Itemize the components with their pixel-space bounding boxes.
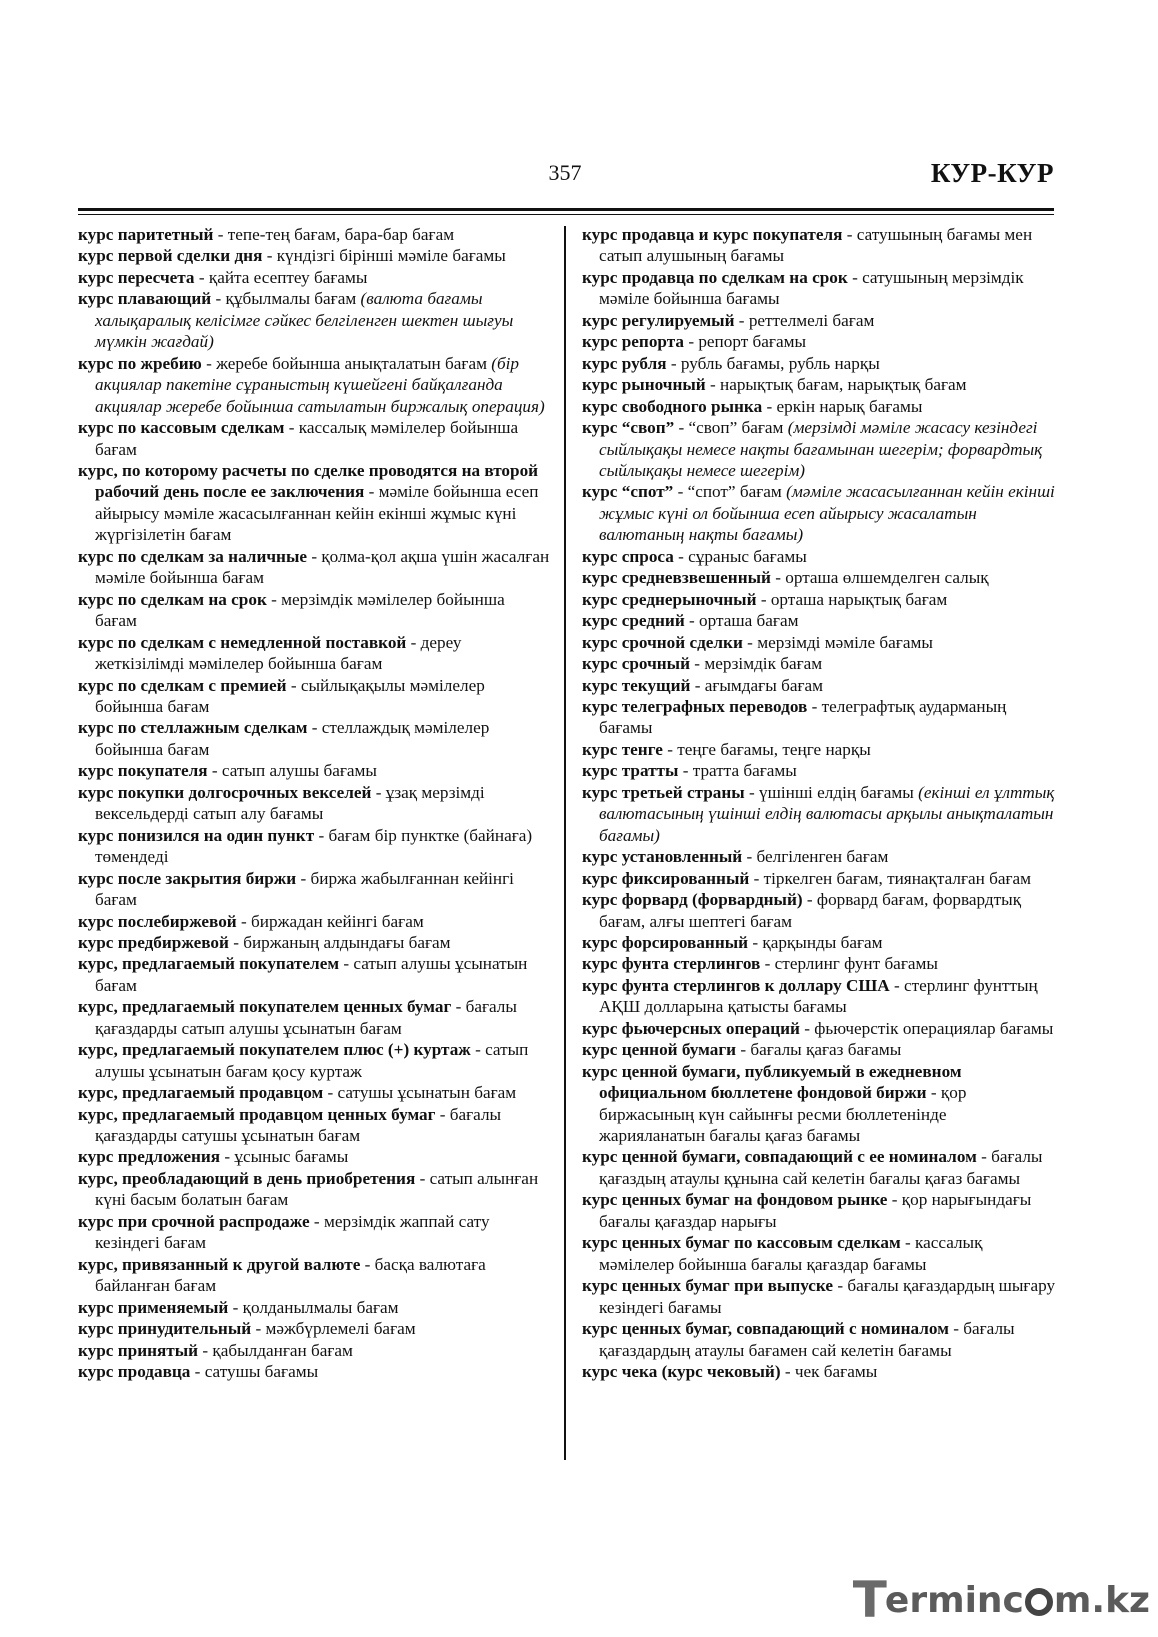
dictionary-entry <box>78 245 550 266</box>
entry-term: курс понизился на один пункт <box>78 825 315 845</box>
dictionary-entry <box>78 1168 550 1211</box>
dictionary-entry <box>582 353 1056 374</box>
entry-definition: - сатып алушы ұсынатын бағам қосу куртаж <box>95 1040 529 1081</box>
entry-definition: - мерзімді мәміле бағамы <box>742 632 933 652</box>
entry-definition: - қор биржасының күн сайынғы ресми бюллетенінде жарияланатын бағалы қағаз бағамы <box>599 1083 967 1146</box>
dictionary-entry <box>78 1254 550 1297</box>
entry-term: курс предложения <box>78 1147 221 1167</box>
entry-term: курс форвард (форвардный) <box>582 890 803 910</box>
dictionary-entry <box>582 975 1056 1018</box>
entry-term: курс тратты <box>582 761 679 781</box>
entry-term: курс ценных бумаг, совпадающий с номиналом <box>582 1319 949 1339</box>
entry-term: курс фьючерсных операций <box>582 1018 800 1038</box>
dictionary-entry <box>78 932 550 953</box>
entry-term: курс средневзвешенный <box>582 568 771 588</box>
left-column <box>78 224 550 1382</box>
dictionary-entry <box>582 739 1056 760</box>
entry-definition: - тепе-тең бағам, бара-бар бағам <box>213 225 455 244</box>
entry-definition: - теңге бағамы, теңге нарқы <box>662 739 871 759</box>
dictionary-entry <box>582 1061 1056 1147</box>
dictionary-entry <box>78 760 550 781</box>
dictionary-entry <box>78 224 550 245</box>
entry-term: курс ценных бумаг при выпуске <box>582 1276 834 1296</box>
dictionary-entry <box>582 760 1056 781</box>
entry-term: курс плавающий <box>78 289 212 309</box>
dictionary-entry <box>582 696 1056 739</box>
entry-term: курс “своп” <box>582 418 675 438</box>
dictionary-entry <box>582 589 1056 610</box>
entry-note: (екінші ел ұлттық валютасының үшінші елдің валютасы арқылы анықталатын бағамы) <box>599 782 1055 845</box>
entry-term: курс по сделкам с премией <box>78 675 287 695</box>
dictionary-entry <box>582 1039 1056 1060</box>
dictionary-entry <box>78 1340 550 1361</box>
entry-term: курс фунта стерлингов к доллару США <box>582 975 890 995</box>
dictionary-entry <box>78 1082 550 1103</box>
entry-term: курс, преобладающий в день приобретения <box>78 1168 416 1188</box>
entry-term: курс принятый <box>78 1340 199 1360</box>
entry-term: курс средний <box>582 611 685 631</box>
entry-term: курс “спот” <box>582 482 674 502</box>
entry-term: курс свободного рынка <box>582 396 763 416</box>
entry-term: курс телеграфных переводов <box>582 696 808 716</box>
entry-definition: - бағалы қағаздардың атаулы бағамен сай келетін бағамы <box>599 1319 1015 1360</box>
entry-definition: - “своп” бағам <box>674 418 788 438</box>
entry-note: (бір акциялар пакетіне сұраныстың күшейгені байқалғанда акциялар жеребе бойынша сатылатын биржалық операция) <box>95 353 545 416</box>
entry-definition: - белгіленген бағам <box>742 847 889 867</box>
entry-definition: - бағам бір пунктке (байнаға) төмендеді <box>95 825 533 867</box>
entry-definition: - қайта есептеу бағамы <box>194 267 368 287</box>
entry-term: курс продавца <box>78 1362 191 1382</box>
entry-term: курс, предлагаемый продавцом ценных бумаг <box>78 1104 436 1124</box>
dictionary-entry <box>78 1146 550 1167</box>
header-rule-thick <box>78 208 1054 211</box>
dictionary-entry <box>78 825 550 868</box>
entry-term: курс продавца и курс покупателя <box>582 225 843 244</box>
dictionary-entry <box>582 1275 1056 1318</box>
dictionary-entry <box>582 1146 1056 1189</box>
entry-definition: - сыйлықақылы мәмілелер бойынша бағам <box>95 675 485 716</box>
entry-term: курс регулируемый <box>582 310 735 330</box>
dictionary-entry <box>582 932 1056 953</box>
dictionary-entry <box>582 632 1056 653</box>
entry-term: курс ценной бумаги <box>582 1040 737 1060</box>
entry-definition: - тратта бағамы <box>678 761 797 781</box>
entry-definition: - құбылмалы бағам <box>211 289 361 309</box>
entry-definition: - қарқынды бағам <box>748 932 883 952</box>
dictionary-entry <box>582 846 1056 867</box>
dictionary-entry <box>582 1232 1056 1275</box>
entry-definition: - сатушының бағамы мен сатып алушының бағамы <box>599 225 1033 266</box>
entry-term: курс, предлагаемый покупателем плюс (+) куртаж <box>78 1040 471 1060</box>
dictionary-entry <box>78 353 550 417</box>
watermark-text-1: erminc <box>884 1579 1024 1621</box>
entry-term: курс спроса <box>582 546 674 566</box>
entry-definition: - жеребе бойынша анықталатын бағам <box>201 353 492 373</box>
entry-definition: - орташа нарықтық бағам <box>756 589 948 609</box>
entry-definition: - үшінші елдің бағамы <box>744 782 919 802</box>
entry-definition: - орташа бағам <box>684 611 799 631</box>
dictionary-entry <box>78 632 550 675</box>
dictionary-entry <box>78 1318 550 1339</box>
entry-definition: - биржадан кейінгі бағам <box>236 911 424 931</box>
dictionary-entry <box>582 546 1056 567</box>
dictionary-entry <box>582 267 1056 310</box>
entry-term: курс ценных бумаг на фондовом рынке <box>582 1190 888 1210</box>
dictionary-entry <box>582 417 1056 481</box>
entry-term: курс текущий <box>582 675 691 695</box>
entry-definition: - сатып алынған күні басым болатын бағам <box>95 1168 539 1210</box>
entry-definition: - дереу жеткізілімді мәмілелер бойынша бағам <box>95 632 462 674</box>
dictionary-entry <box>78 417 550 460</box>
site-watermark <box>853 1571 1150 1629</box>
entry-definition: - бағалы қағаздарды сатушы ұсынатын бағам <box>95 1104 502 1146</box>
dictionary-entry <box>78 1211 550 1254</box>
entry-definition: - нарықтық бағам, нарықтық бағам <box>705 375 967 395</box>
entry-note: (валюта бағамы халықаралық келісімге сәйкес белгіленген шектен шығуы мүмкін жағдай) <box>95 289 514 352</box>
entry-term: курс третьей страны <box>582 782 745 802</box>
entry-definition: - сатып алушы ұсынатын бағам <box>95 954 528 995</box>
entry-term: курс среднерыночный <box>582 589 757 609</box>
entry-definition: - сатып алушы бағамы <box>207 761 377 781</box>
entry-term: курс, предлагаемый продавцом <box>78 1083 324 1103</box>
dictionary-entry <box>582 1189 1056 1232</box>
dictionary-entry <box>582 331 1056 352</box>
running-head: КУР-КУР <box>930 158 1054 188</box>
right-column <box>582 224 1056 1382</box>
entry-term: курс при срочной распродаже <box>78 1211 310 1231</box>
watermark-o-icon <box>1025 1588 1053 1616</box>
dictionary-entry <box>582 1318 1056 1361</box>
entry-term: курс тенге <box>582 739 663 759</box>
entry-definition: - сатушының мерзімдік мәміле бойынша бағамы <box>599 267 1024 309</box>
entry-term: курс покупателя <box>78 761 208 781</box>
entry-note: (мерзімді мәміле жасасу кезіндегі сыйлықақы немесе нақты бағамынан шегерім; форвардтық сыйлықақы немесе шегерім) <box>599 418 1043 480</box>
dictionary-entry <box>78 1297 550 1318</box>
entry-term: курс по жребию <box>78 353 202 373</box>
dictionary-entry <box>78 1361 550 1382</box>
entry-definition: - еркін нарық бағамы <box>762 396 923 416</box>
entry-definition: - фьючерстік операциялар бағамы <box>799 1018 1054 1038</box>
dictionary-entry <box>582 224 1056 267</box>
entry-term: курс послебиржевой <box>78 911 237 931</box>
entry-definition: - сұраныс бағамы <box>673 546 807 566</box>
entry-definition: - “спот” бағам <box>673 482 787 502</box>
watermark-t: T <box>852 1571 887 1629</box>
dictionary-entry <box>582 868 1056 889</box>
entry-definition: - стерлинг фунт бағамы <box>760 954 938 974</box>
dictionary-entry <box>78 1039 550 1082</box>
entry-definition: - қабылданған бағам <box>198 1340 353 1360</box>
entry-term: курс по сделкам за наличные <box>78 546 308 566</box>
entry-definition: - кассалық мәмілелер бойынша бағалы қағаздар бағамы <box>599 1233 983 1274</box>
entry-term: курс фунта стерлингов <box>582 954 761 974</box>
entry-definition: - кассалық мәмілелер бойынша бағам <box>95 418 519 459</box>
dictionary-entry <box>78 460 550 546</box>
entry-definition: - репорт бағамы <box>684 332 806 352</box>
dictionary-entry <box>582 1018 1056 1039</box>
entry-definition: - бағалы қағаз бағамы <box>736 1040 902 1060</box>
entry-term: курс ценных бумаг по кассовым сделкам <box>582 1233 901 1253</box>
dictionary-entry <box>582 1361 1056 1382</box>
dictionary-entry <box>78 717 550 760</box>
dictionary-entry <box>582 675 1056 696</box>
column-divider <box>564 226 566 1460</box>
dictionary-entry <box>78 996 550 1039</box>
entry-definition: - басқа валютаға байланған бағам <box>95 1254 486 1296</box>
entry-term: курс рыночный <box>582 375 706 395</box>
dictionary-entry <box>582 953 1056 974</box>
entry-definition: - мәжбүрлемелі бағам <box>251 1319 416 1339</box>
dictionary-entry <box>582 782 1056 846</box>
entry-term: курс покупки долгосрочных векселей <box>78 782 372 802</box>
entry-definition: - мәміле бойынша есеп айырысу мәміле жасасылғаннан кейін екінші жұмыс күні жүргізілетін бағам <box>95 482 539 545</box>
entry-definition: - биржаның алдындағы бағам <box>228 932 451 952</box>
dictionary-entry <box>78 589 550 632</box>
entry-term: курс фиксированный <box>582 868 750 888</box>
entry-term: курс, предлагаемый покупателем <box>78 954 340 974</box>
entry-definition: - ұсыныс бағамы <box>220 1147 349 1167</box>
entry-definition: - бағалы қағаздардың шығару кезіндегі бағамы <box>599 1276 1056 1317</box>
entry-term: курс пересчета <box>78 267 195 287</box>
dictionary-entry <box>582 481 1056 545</box>
entry-term: курс установленный <box>582 847 743 867</box>
entry-term: курс срочный <box>582 654 690 674</box>
entry-definition: - ағымдағы бағам <box>690 675 824 695</box>
entry-definition: - чек бағамы <box>780 1362 878 1382</box>
dictionary-entry <box>582 374 1056 395</box>
entry-term: курс по сделкам на срок <box>78 589 267 609</box>
entry-term: курс, предлагаемый покупателем ценных бумаг <box>78 997 452 1017</box>
dictionary-entry <box>78 288 550 352</box>
dictionary-entry <box>582 889 1056 932</box>
entry-term: курс ценной бумаги, публикуемый в ежедневном официальном бюллетене фондовой биржи <box>582 1061 962 1103</box>
dictionary-entry <box>582 653 1056 674</box>
entry-definition: - мерзімдік жаппай сату кезіндегі бағам <box>95 1211 490 1253</box>
dictionary-entry <box>78 782 550 825</box>
entry-definition: - тіркелген бағам, тиянақталған бағам <box>749 868 1032 888</box>
entry-note: (мәміле жасасылғаннан кейін екінші жұмыс күні ол бойынша есеп айырысу жасалатын валютаның нақты бағамы) <box>599 482 1055 545</box>
dictionary-entry <box>582 310 1056 331</box>
entry-term: курс принудительный <box>78 1319 252 1339</box>
dictionary-entry <box>582 396 1056 417</box>
dictionary-entry <box>78 546 550 589</box>
entry-term: курс ценной бумаги, совпадающий с ее номиналом <box>582 1147 977 1167</box>
entry-definition: - телеграфтық аударманың бағамы <box>599 696 1007 738</box>
header-rule-thin <box>78 214 1054 215</box>
entry-term: курс чека (курс чековый) <box>582 1362 781 1382</box>
dictionary-entry <box>78 953 550 996</box>
entry-definition: - реттелмелі бағам <box>734 310 875 330</box>
entry-definition: - стеллаждық мәмілелер бойынша бағам <box>95 718 490 759</box>
entry-definition: - ұзақ мерзімді вексельдерді сатып алу бағамы <box>95 782 485 824</box>
dictionary-entry <box>78 675 550 718</box>
entry-term: курс, по которому расчеты по сделке проводятся на второй рабочий день после ее заключения <box>78 460 539 502</box>
dictionary-entry <box>78 868 550 911</box>
entry-definition: - мерзімдік бағам <box>690 654 823 674</box>
entry-definition: - сатушы бағамы <box>190 1362 319 1382</box>
entry-definition: - бағалы қағаздарды сатып алушы ұсынатын бағам <box>95 997 517 1038</box>
entry-term: курс срочной сделки <box>582 632 743 652</box>
dictionary-entry <box>582 610 1056 631</box>
entry-definition: - форвард бағам, форвардтық бағам, алғы шептегі бағам <box>599 890 1022 931</box>
entry-definition: - орташа өлшемделген салық <box>770 568 989 588</box>
entry-definition: - мерзімдік мәмілелер бойынша бағам <box>95 589 505 631</box>
entry-term: курс рубля <box>582 353 667 373</box>
dictionary-entry <box>78 1104 550 1147</box>
dictionary-entry <box>78 911 550 932</box>
entry-term: курс форсированный <box>582 932 749 952</box>
dictionary-entry <box>582 567 1056 588</box>
page-number: 357 <box>548 160 582 185</box>
entry-term: курс по сделкам с немедленной поставкой <box>78 632 407 652</box>
entry-definition: - сатушы ұсынатын бағам <box>323 1083 517 1103</box>
entry-term: курс, привязанный к другой валюте <box>78 1254 361 1274</box>
entry-definition: - қолма-қол ақша үшін жасалған мәміле бойынша бағам <box>95 546 550 588</box>
entry-definition: - стерлинг фунттың АҚШ долларына қатысты бағамы <box>599 975 1038 1017</box>
entry-definition: - қолданылмалы бағам <box>228 1297 399 1317</box>
entry-term: курс продавца по сделкам на срок <box>582 267 848 287</box>
entry-definition: - қор нарығындағы бағалы қағаздар нарығы <box>599 1190 1032 1231</box>
watermark-text-2: m.kz <box>1053 1579 1150 1621</box>
entry-definition: - биржа жабылғаннан кейінгі бағам <box>95 868 514 910</box>
entry-term: курс по стеллажным сделкам <box>78 718 308 738</box>
entry-definition: - рубль бағамы, рубль нарқы <box>666 353 880 373</box>
entry-term: курс предбиржевой <box>78 932 229 952</box>
entry-term: курс после закрытия биржи <box>78 868 297 888</box>
dictionary-entry <box>78 267 550 288</box>
entry-term: курс паритетный <box>78 225 214 244</box>
entry-term: курс репорта <box>582 332 685 352</box>
entry-definition: - күндізгі бірінші мәміле бағамы <box>262 246 506 266</box>
entry-term: курс по кассовым сделкам <box>78 418 285 438</box>
entry-definition: - бағалы қағаздың атаулы құнына сай келетін бағалы қағаз бағамы <box>599 1147 1043 1188</box>
entry-term: курс применяемый <box>78 1297 229 1317</box>
entry-term: курс первой сделки дня <box>78 246 263 266</box>
